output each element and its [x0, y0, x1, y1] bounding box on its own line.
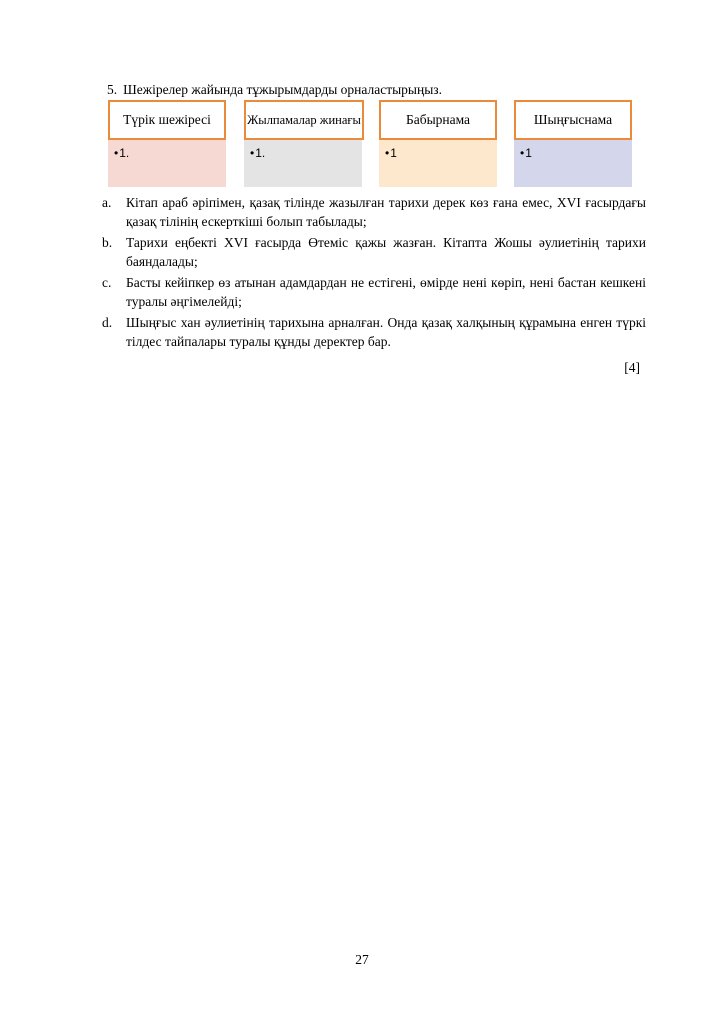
column-title: Түрік шежіресі — [123, 112, 211, 127]
column-title-box — [514, 100, 632, 140]
option-letter: d. — [102, 315, 113, 330]
score-marks: [4] — [624, 360, 640, 375]
option-a — [102, 193, 646, 231]
question-text: Шежірелер жайында тұжырымдарды орналастырыңыз. — [123, 82, 442, 97]
option-text: Кітап араб әріпімен, қазақ тілінде жазылған тарихи дерек көз ғана емес, XVI ғасырдағы қазақ тілінің ескерткіші болып табылады; — [126, 195, 646, 229]
page-number: 27 — [355, 952, 369, 967]
column-title-box — [244, 100, 364, 140]
column-shyngysnama — [514, 100, 632, 187]
option-letter: b. — [102, 235, 113, 250]
option-c — [102, 273, 646, 311]
column-bullet — [250, 146, 265, 160]
column-title: Шыңғыснама — [533, 112, 613, 127]
option-b — [102, 233, 646, 271]
question-number: 5. — [107, 82, 118, 97]
column-zhylpamalar-zhinagy — [244, 100, 362, 187]
column-title: Жылпамалар жинағы — [247, 112, 361, 127]
option-text: Басты кейіпкер өз атынан адамдардан не естігені, өмірде нені көріп, нені бастан кешкені туралы әңгімелейді; — [126, 275, 646, 309]
option-text: Тарихи еңбекті XVI ғасырда Өтеміс қажы жазған. Кітапта Жошы әулиетінің тарихи баяндалады; — [126, 235, 646, 269]
bullet-icon: • — [520, 146, 525, 160]
column-babyrnama — [379, 100, 497, 187]
bullet-text: 1. — [119, 146, 130, 160]
bullet-icon: • — [250, 146, 255, 160]
option-letter: a. — [102, 195, 112, 210]
question-line — [107, 82, 442, 98]
option-letter: c. — [102, 275, 112, 290]
bullet-icon: • — [114, 146, 119, 160]
bullet-text: 1. — [255, 146, 266, 160]
column-title-box — [108, 100, 226, 140]
column-turik-shezhiresi — [108, 100, 226, 187]
option-text: Шыңғыс хан әулиетінің тарихына арналған. Онда қазақ халқының құрамына енген түркі тілдес тайпалары туралы құнды деректер бар. — [126, 315, 646, 349]
column-bullet — [114, 146, 129, 160]
column-bullet — [385, 146, 397, 160]
option-d — [102, 313, 646, 351]
bullet-text: 1 — [525, 146, 532, 160]
column-title-box — [379, 100, 497, 140]
bullet-icon: • — [385, 146, 390, 160]
options-list — [102, 193, 646, 353]
column-title: Бабырнама — [405, 112, 471, 127]
column-bullet — [520, 146, 532, 160]
bullet-text: 1 — [390, 146, 397, 160]
